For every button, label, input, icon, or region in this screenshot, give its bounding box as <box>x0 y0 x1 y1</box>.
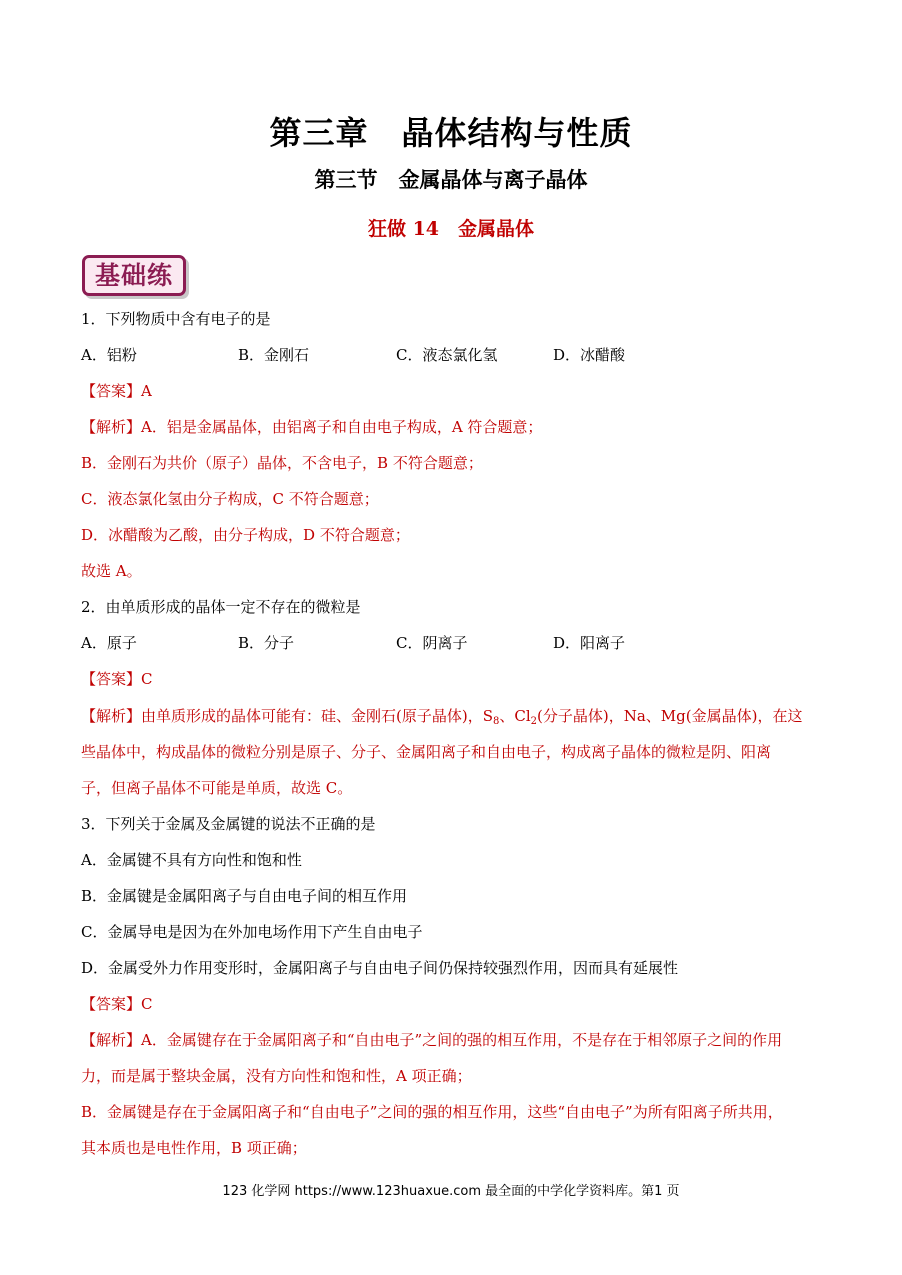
q1-answer: 【答案】A <box>81 382 152 400</box>
basic-practice-badge: 基础练 <box>82 255 186 296</box>
q3-analysis-line-3: B．金属键是存在于金属阳离子和“自由电子”之间的强的相互作用，这些“自由电子”为所有阳离子所共用， <box>81 1103 783 1121</box>
q2-analysis-line-2: 些晶体中，构成晶体的微粒分别是原子、分子、金属阳离子和自由电子，构成离子晶体的微粒是阴、阳离 <box>81 743 772 761</box>
chapter-title: 第三章 晶体结构与性质 <box>269 114 633 152</box>
q1-option-c: C．液态氯化氢 <box>396 346 498 364</box>
q3-answer: 【答案】C <box>81 995 153 1013</box>
q1-option-b: B．金刚石 <box>238 346 310 364</box>
q1-analysis-line-1: 【解析】A．铝是金属晶体，由铝离子和自由电子构成，A 符合题意； <box>81 418 543 436</box>
q3-analysis-line-1: 【解析】A．金属键存在于金属阳离子和“自由电子”之间的强的相互作用，不是存在于相邻原子之间的作用 <box>81 1031 783 1049</box>
exercise-title: 狂做 14 金属晶体 <box>367 218 535 240</box>
q1-analysis-line-4: D．冰醋酸为乙酸，由分子构成，D 不符合题意； <box>81 526 410 544</box>
q3-option-a: A．金属键不具有方向性和饱和性 <box>81 851 302 869</box>
page-footer: 123 化学网 https://www.123huaxue.com 最全面的中学化学资料库。第1 页 <box>222 1184 680 1199</box>
question-2-stem: 2．由单质形成的晶体一定不存在的微粒是 <box>81 598 361 616</box>
q3-option-c: C．金属导电是因为在外加电场作用下产生自由电子 <box>81 923 423 941</box>
section-subtitle: 第三节 金属晶体与离子晶体 <box>314 168 588 192</box>
q1-analysis-line-2: B．金刚石为共价（原子）晶体，不含电子，B 不符合题意； <box>81 454 483 472</box>
q1-analysis-line-3: C．液态氯化氢由分子构成，C 不符合题意； <box>81 490 379 508</box>
q1-option-a: A．铝粉 <box>81 346 137 364</box>
q1-option-d: D．冰醋酸 <box>553 346 626 364</box>
q2-option-d: D．阳离子 <box>553 634 626 652</box>
q2-option-a: A．原子 <box>81 634 137 652</box>
q2-analysis-line-1: 【解析】由单质形成的晶体可能有：硅、金刚石(原子晶体)，$S_8$、$Cl_2$(分子晶体)，Na、Mg(金属晶体)，在这 <box>81 707 803 727</box>
q3-analysis-line-2: 力，而是属于整块金属，没有方向性和饱和性，A 项正确； <box>81 1067 472 1085</box>
q2-answer: 【答案】C <box>81 670 153 688</box>
q2-analysis-line-3: 子，但离子晶体不可能是单质，故选 C。 <box>81 779 353 797</box>
q3-analysis-line-4: 其本质也是电性作用，B 项正确； <box>81 1139 307 1157</box>
question-1-stem: 1．下列物质中含有电子的是 <box>81 310 271 328</box>
q1-conclusion: 故选 A。 <box>81 562 142 580</box>
q3-option-b: B．金属键是金属阳离子与自由电子间的相互作用 <box>81 887 408 905</box>
q3-option-d: D．金属受外力作用变形时，金属阳离子与自由电子间仍保持较强烈作用，因而具有延展性 <box>81 959 679 977</box>
q2-option-c: C．阴离子 <box>396 634 468 652</box>
q2-option-b: B．分子 <box>238 634 295 652</box>
question-3-stem: 3．下列关于金属及金属键的说法不正确的是 <box>81 815 376 833</box>
